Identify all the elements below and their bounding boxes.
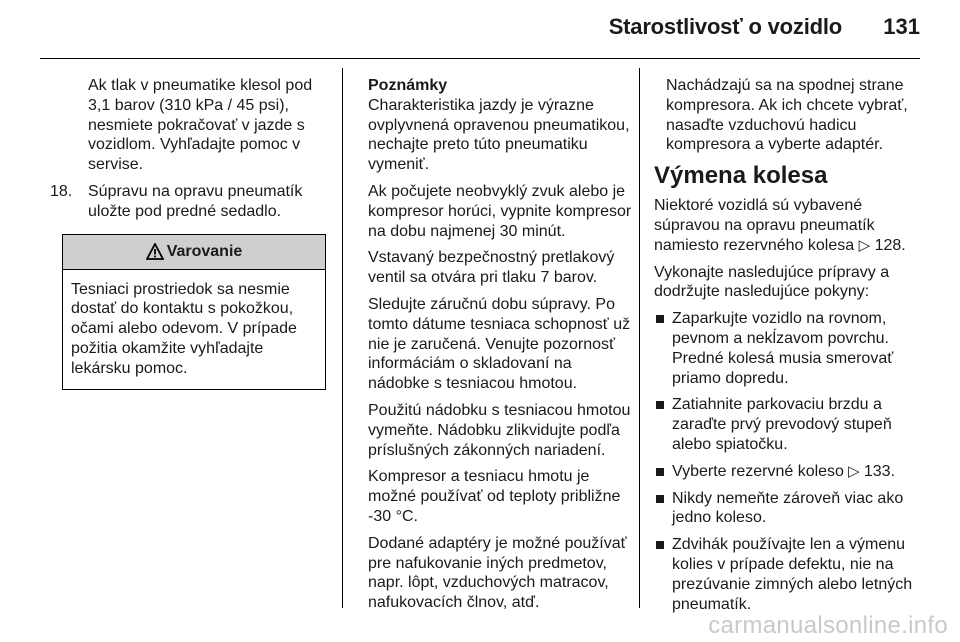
- watermark: carmanualsonline.info: [708, 612, 948, 639]
- notes-heading: Poznámky: [368, 77, 448, 94]
- header-divider: [40, 58, 920, 59]
- intro-page-ref: 128.: [874, 236, 906, 254]
- numbered-item-18: [50, 182, 330, 222]
- notes-paragraph: Ak počujete neobvyklý zvuk alebo je kompresor horúci, vypnite kompresor na dobu najmenej 30 minút.: [368, 182, 632, 240]
- bullet-text: Nikdy nemeňte zároveň viac ako jedno koleso.: [672, 489, 904, 527]
- notes-paragraph: Kompresor a tesniacu hmotu je možné používať od teploty približne -30 °C.: [368, 468, 621, 525]
- page-number: 131: [883, 14, 920, 39]
- bullet-page-ref: 133.: [863, 462, 895, 480]
- bullet-text: Zdvihák používajte len a výmenu kolies v prípade defektu, nie na prezúvanie zimných alebo letných pneumatík.: [672, 536, 913, 613]
- intro-paragraph: [654, 196, 922, 255]
- intro-text: Niektoré vozidlá sú vybavené súpravou na opravu pneumatík namiesto rezervného kolesa: [654, 197, 875, 254]
- warning-triangle-icon: [146, 243, 164, 260]
- bullet-item: [654, 489, 922, 529]
- item-text: Súpravu na opravu pneumatík uložte pod predné sedadlo.: [88, 182, 303, 220]
- bullet-item: [654, 395, 922, 454]
- bullet-item: [654, 309, 922, 388]
- item-number: 18.: [50, 182, 73, 200]
- column-divider-2: [639, 68, 640, 608]
- warning-header: [63, 235, 325, 270]
- notes-paragraph: Sledujte záručnú dobu súpravy. Po tomto dátume tesniaca schopnosť už nie je zaručená. Venujte pozornosť informáciám o skladovaní na nádobke s tesniacou hmotou.: [368, 295, 631, 393]
- notes-paragraph: Charakteristika jazdy je výrazne ovplyvnená opravenou pneumatikou, nechajte preto túto pneumatiku vymeniť.: [368, 96, 630, 174]
- instruction-paragraph: Vykonajte nasledujúce prípravy a dodržujte nasledujúce pokyny:: [654, 263, 890, 301]
- bullet-text: Zatiahnite parkovaciu brzdu a zaraďte prvý prevodový stupeň alebo spiatočku.: [672, 396, 892, 453]
- page-header-title: Starostlivosť o vozidlo: [608, 14, 842, 39]
- column-3: [654, 76, 922, 621]
- continued-paragraph: Ak tlak v pneumatike klesol pod 3,1 barov (310 kPa / 45 psi), nesmiete pokračovať v jazde s vozidlom. Vyhľadajte pomoc v servise.: [88, 77, 313, 174]
- warning-box: [62, 234, 326, 390]
- page-reference-arrow-icon: ▷: [858, 236, 871, 254]
- column-2: [368, 76, 632, 620]
- bullet-square-icon: [656, 495, 664, 503]
- warning-text: Tesniaci prostriedok sa nesmie dostať do kontaktu s pokožkou, očami alebo odevom. V prípade požitia okamžite vyhľadajte lekársku pomoc.: [71, 280, 297, 377]
- notes-paragraph: Použitú nádobku s tesniacou hmotou vymeňte. Nádobku zlikvidujte podľa príslušných zákonných nariadení.: [368, 401, 631, 459]
- bullet-square-icon: [656, 541, 664, 549]
- page-reference-arrow-icon: ▷: [843, 462, 864, 480]
- bullet-item: [654, 462, 922, 482]
- bullet-text: Zaparkujte vozidlo na rovnom, pevnom a nekĺzavom povrchu. Predné kolesá musia smerovať priamo dopredu.: [672, 310, 894, 387]
- column-1: [50, 76, 330, 390]
- bullet-list: [654, 309, 922, 614]
- bullet-item: [654, 535, 922, 614]
- column-divider-1: [342, 68, 343, 608]
- bullet-square-icon: [656, 315, 664, 323]
- warning-title: Varovanie: [166, 242, 243, 260]
- section-heading: Výmena kolesa: [654, 162, 828, 190]
- notes-paragraph: Vstavaný bezpečnostný pretlakový ventil sa otvára pri tlaku 7 barov.: [368, 249, 615, 287]
- continued-paragraph: Nachádzajú sa na spodnej strane kompresora. Ak ich chcete vybrať, nasaďte vzduchovú hadicu kompresora a vyberte adaptér.: [666, 77, 908, 154]
- notes-paragraph: Dodané adaptéry je možné používať pre nafukovanie iných predmetov, napr. lôpt, vzduchových matracov, nafukovacích člnov, atď.: [368, 534, 627, 612]
- bullet-square-icon: [656, 401, 664, 409]
- bullet-square-icon: [656, 468, 664, 476]
- bullet-text: Vyberte rezervné koleso: [672, 462, 844, 480]
